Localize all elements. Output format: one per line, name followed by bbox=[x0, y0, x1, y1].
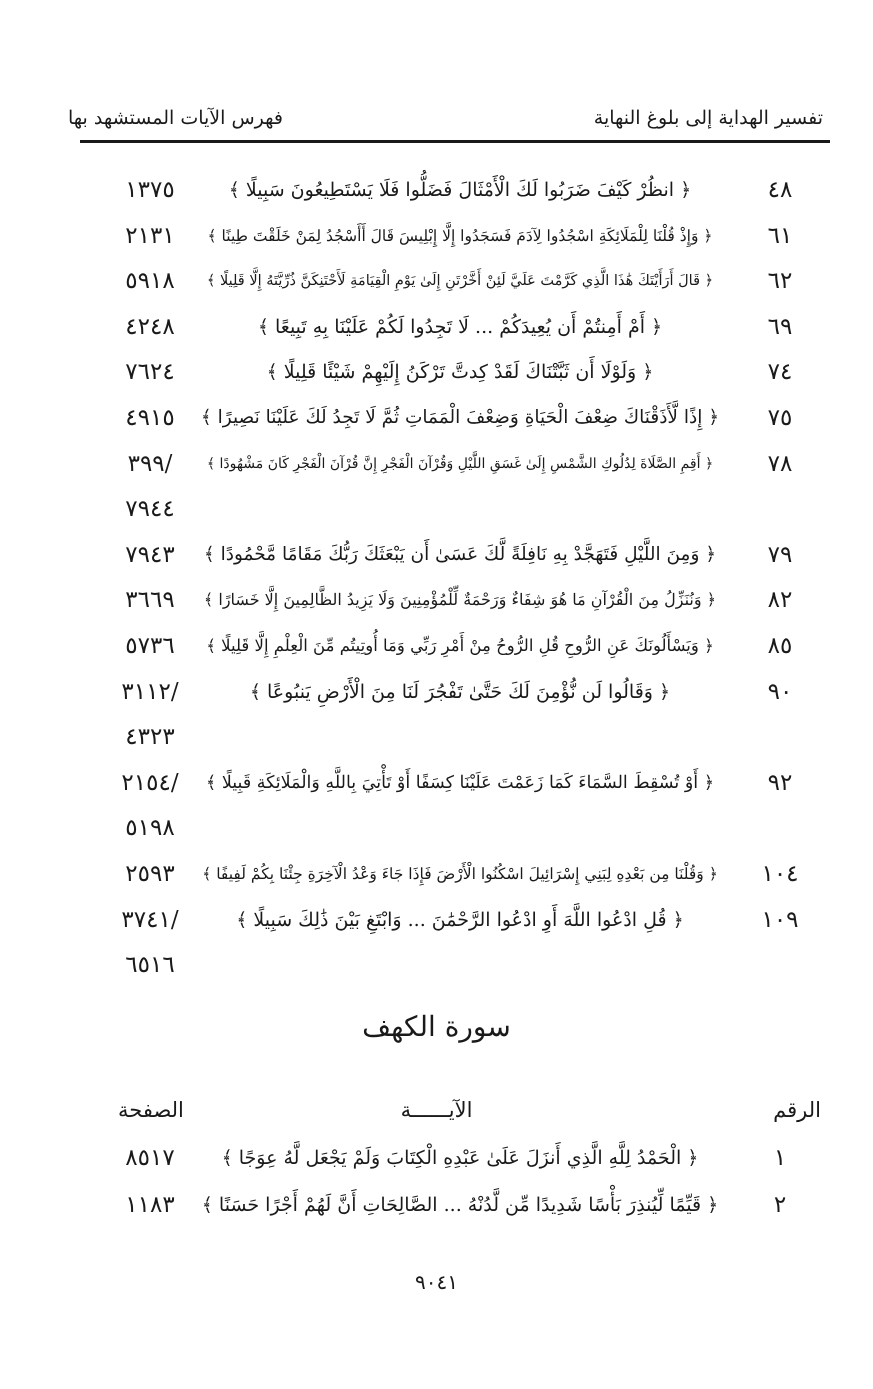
table-row bbox=[0, 580, 873, 620]
table-row bbox=[0, 763, 873, 803]
verse-number: ٤٨ bbox=[767, 177, 793, 203]
page-reference: ٨٥١٧ bbox=[125, 1145, 175, 1171]
page-reference: ٤٩١٥ bbox=[125, 405, 175, 431]
table-row bbox=[0, 808, 873, 848]
page-reference: /٣٧٤١ bbox=[121, 906, 179, 933]
table-row bbox=[0, 216, 873, 256]
verse-number: ٧٨ bbox=[767, 450, 793, 477]
table-row bbox=[0, 1138, 873, 1178]
verse-text: ﴿ أَمْ أَمِنتُمْ أَن يُعِيدَكُمْ ... لَا تَجِدُوا لَكُمْ عَلَيْنَا بِهِ تَبِيعًا ﴾ bbox=[257, 315, 663, 338]
verse-text: ﴿ أَقِمِ الصَّلَاةَ لِدُلُوكِ الشَّمْسِ إِلَىٰ غَسَقِ اللَّيْلِ وَقُرْآنَ الْفَجْرِ إِنَّ قُرْآنَ الْفَجْرِ كَانَ مَشْهُودًا ﴾ bbox=[206, 455, 714, 472]
verse-text: ﴿ انظُرْ كَيْفَ ضَرَبُوا لَكَ الْأَمْثَالَ فَضَلُّوا فَلَا يَسْتَطِيعُونَ سَبِيلًا ﴾ bbox=[228, 179, 692, 201]
verse-number: ٩٠ bbox=[767, 678, 793, 705]
table-row bbox=[0, 352, 873, 392]
verse-text: ﴿ وَقُلْنَا مِن بَعْدِهِ لِبَنِي إِسْرَائِيلَ اسْكُنُوا الْأَرْضَ فَإِذَا جَاءَ وَعْدُ الْآخِرَةِ جِئْنَا بِكُمْ لَفِيفًا ﴾ bbox=[202, 865, 718, 883]
page-reference: ٥٩١٨ bbox=[125, 268, 175, 295]
page-reference: ٧٩٤٣ bbox=[125, 541, 175, 568]
table-row bbox=[0, 307, 873, 347]
page-reference: ٢١٣١ bbox=[125, 222, 175, 249]
page-reference: ١١٨٣ bbox=[125, 1192, 175, 1218]
column-header-number: الرقم bbox=[773, 1098, 821, 1122]
header-rule bbox=[80, 140, 830, 143]
table-row bbox=[0, 535, 873, 575]
verse-number: ٧٥ bbox=[767, 405, 793, 431]
table-row bbox=[0, 900, 873, 940]
table-row bbox=[0, 945, 873, 985]
surah-heading: سورة الكهف bbox=[362, 1010, 511, 1043]
page-reference: /٣١١٢ bbox=[121, 678, 179, 705]
table-row bbox=[0, 489, 873, 529]
verse-number: ٧٤ bbox=[767, 359, 793, 386]
verse-number: ٦١ bbox=[767, 222, 793, 249]
page-reference: ٤٢٤٨ bbox=[125, 313, 175, 340]
running-header-book-title: تفسير الهداية إلى بلوغ النهاية bbox=[593, 107, 823, 129]
page-reference: ٥١٩٨ bbox=[125, 815, 175, 842]
verse-number: ٨٢ bbox=[767, 587, 793, 614]
table-row bbox=[0, 717, 873, 757]
running-header-section-title: فهرس الآيات المستشهد بها bbox=[68, 107, 283, 129]
table-row bbox=[0, 261, 873, 301]
column-header-verse: الآيــــــة bbox=[400, 1098, 473, 1122]
page-reference: ٤٣٢٣ bbox=[125, 724, 175, 751]
verse-number: ١٠٤ bbox=[761, 861, 799, 887]
page-reference: ٦٥١٦ bbox=[125, 952, 175, 979]
verse-text: ﴿ الْحَمْدُ لِلَّهِ الَّذِي أَنزَلَ عَلَىٰ عَبْدِهِ الْكِتَابَ وَلَمْ يَجْعَل لَّهُ عِوَجًا ﴾ bbox=[221, 1147, 699, 1169]
verse-number: ٦٩ bbox=[767, 313, 793, 340]
verse-number: ٧٩ bbox=[767, 541, 793, 568]
verse-text: ﴿ وَيَسْأَلُونَكَ عَنِ الرُّوحِ قُلِ الرُّوحُ مِنْ أَمْرِ رَبِّي وَمَا أُوتِيتُم مِّنَ الْعِلْمِ إِلَّا قَلِيلًا ﴾ bbox=[206, 636, 714, 655]
page-reference: ١٣٧٥ bbox=[125, 177, 175, 203]
table-row bbox=[0, 854, 873, 894]
verse-text: ﴿ وَنُنَزِّلُ مِنَ الْقُرْآنِ مَا هُوَ شِفَاءٌ وَرَحْمَةٌ لِّلْمُؤْمِنِينَ وَلَا يَزِيدُ الظَّالِمِينَ إِلَّا خَسَارًا ﴾ bbox=[203, 590, 717, 610]
table-row bbox=[0, 170, 873, 210]
table-row bbox=[0, 444, 873, 484]
table-row bbox=[0, 1185, 873, 1225]
page-number: ٩٠٤١ bbox=[415, 1270, 458, 1294]
page-reference: ٧٩٤٤ bbox=[125, 496, 175, 523]
verse-number: ١ bbox=[773, 1145, 787, 1171]
verse-text: ﴿ إِذًا لَّأَذَقْنَاكَ ضِعْفَ الْحَيَاةِ وَضِعْفَ الْمَمَاتِ ثُمَّ لَا تَجِدُ لَكَ عَلَيْنَا نَصِيرًا ﴾ bbox=[200, 407, 720, 428]
page-reference: ٧٦٢٤ bbox=[125, 359, 175, 386]
verse-number: ٨٥ bbox=[767, 633, 793, 659]
verse-text: ﴿ وَإِذْ قُلْنَا لِلْمَلَائِكَةِ اسْجُدُوا لِآدَمَ فَسَجَدُوا إِلَّا إِبْلِيسَ قَالَ أَأَسْجُدُ لِمَنْ خَلَقْتَ طِينًا ﴾ bbox=[207, 226, 713, 245]
verse-text: ﴿ قُلِ ادْعُوا اللَّهَ أَوِ ادْعُوا الرَّحْمَٰنَ ... وَابْتَغِ بَيْنَ ذَٰلِكَ سَبِيلًا ﴾ bbox=[236, 908, 684, 931]
verse-number: ٩٢ bbox=[767, 769, 793, 796]
page-reference: /٣٩٩ bbox=[127, 450, 173, 477]
table-row bbox=[0, 398, 873, 438]
verse-text: ﴿ أَوْ تُسْقِطَ السَّمَاءَ كَمَا زَعَمْتَ عَلَيْنَا كِسَفًا أَوْ تَأْتِيَ بِاللَّهِ وَالْمَلَائِكَةِ قَبِيلًا ﴾ bbox=[206, 772, 714, 793]
table-row bbox=[0, 672, 873, 712]
page-reference: ٥٧٣٦ bbox=[125, 633, 175, 659]
verse-text: ﴿ وَمِنَ اللَّيْلِ فَتَهَجَّدْ بِهِ نَافِلَةً لَّكَ عَسَىٰ أَن يَبْعَثَكَ رَبُّكَ مَقَامًا مَّحْمُودًا ﴾ bbox=[203, 543, 717, 565]
verse-number: ١٠٩ bbox=[761, 906, 799, 933]
page-reference: ٢٥٩٣ bbox=[125, 861, 175, 887]
verse-number: ٦٢ bbox=[767, 268, 793, 295]
page-reference: ٣٦٦٩ bbox=[125, 587, 175, 614]
page-reference: /٢١٥٤ bbox=[121, 769, 179, 796]
verse-text: ﴿ قَيِّمًا لِّيُنذِرَ بَأْسًا شَدِيدًا مِّن لَّدُنْهُ ... الصَّالِحَاتِ أَنَّ لَهُمْ أَجْرًا حَسَنًا ﴾ bbox=[201, 1194, 719, 1216]
verse-number: ٢ bbox=[773, 1192, 787, 1218]
table-row bbox=[0, 626, 873, 666]
verse-text: ﴿ وَلَوْلَا أَن ثَبَّتْنَاكَ لَقَدْ كِدتَّ تَرْكَنُ إِلَيْهِمْ شَيْئًا قَلِيلًا ﴾ bbox=[266, 361, 654, 384]
verse-text: ﴿ وَقَالُوا لَن نُّؤْمِنَ لَكَ حَتَّىٰ تَفْجُرَ لَنَا مِنَ الْأَرْضِ يَنبُوعًا ﴾ bbox=[249, 680, 671, 703]
verse-text: ﴿ قَالَ أَرَأَيْتَكَ هَٰذَا الَّذِي كَرَّمْتَ عَلَيَّ لَئِنْ أَخَّرْتَنِ إِلَىٰ يَوْمِ الْقِيَامَةِ لَأَحْتَنِكَنَّ ذُرِّيَّتَهُ إِلَّا قَلِيلًا ﴾ bbox=[206, 273, 714, 290]
column-header-page: الصفحة bbox=[118, 1098, 184, 1122]
